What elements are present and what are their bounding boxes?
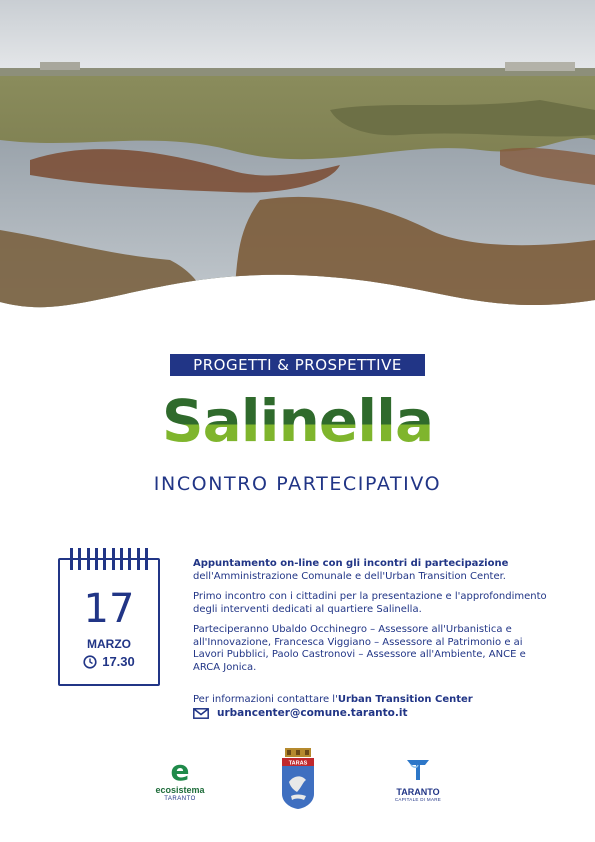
contact-prefix: Per informazioni contattare l' [193,694,338,705]
calendar-rings [70,548,148,570]
hero-landscape-photo [0,0,595,318]
calendar-icon [58,548,160,686]
event-subtitle: INCONTRO PARTECIPATIVO [153,473,442,495]
taranto-crest-logo [279,748,317,810]
ecosistema-mark: e [170,754,190,787]
taranto-wave-icon [405,758,431,782]
taranto-name: TARANTO [396,787,440,797]
email-row[interactable] [193,707,408,719]
event-description [193,558,553,682]
email-link[interactable]: urbancenter@comune.taranto.it [217,707,408,719]
ecosistema-taranto-logo [150,754,210,805]
contact-org: Urban Transition Center [337,694,473,705]
event-day: 17 [83,586,135,632]
crest-text: TARAS [288,760,308,767]
page-title: Salinella [0,386,595,456]
ecosistema-city: TARANTO [164,796,196,802]
ecosistema-name: ecosistema [155,785,205,795]
description-paragraph-3: Parteciperanno Ubaldo Occhinegro – Assessore all'Urbanistica e all'Innovazione, Francesca Viggiano – Assessore al Patrimonio e ai Lavori Pubblici, Paolo Castronovi – Assessore all'Ambiente, ANCE e ARCA Jonica. [193,624,526,673]
clock-icon [83,655,97,669]
event-time: 17.30 [102,654,135,669]
description-paragraph-1 [193,558,553,583]
description-lead-rest: dell'Amministrazione Comunale e dell'Urban Transition Center. [193,570,506,582]
taranto-city-logo [388,758,448,806]
event-time-row [58,654,160,669]
contact-line [193,694,563,705]
description-lead: Appuntamento on-line con gli incontri di partecipazione [193,558,509,569]
taranto-tagline: CAPITALE DI MARE [394,797,442,802]
description-paragraph-2: Primo incontro con i cittadini per la presentazione e l'approfondimento degli interventi dedicati al quartiere Salinella. [193,591,547,615]
event-month: MARZO [87,637,131,651]
category-tag: PROGETTI & PROSPETTIVE [170,354,425,376]
mail-icon [193,708,209,719]
